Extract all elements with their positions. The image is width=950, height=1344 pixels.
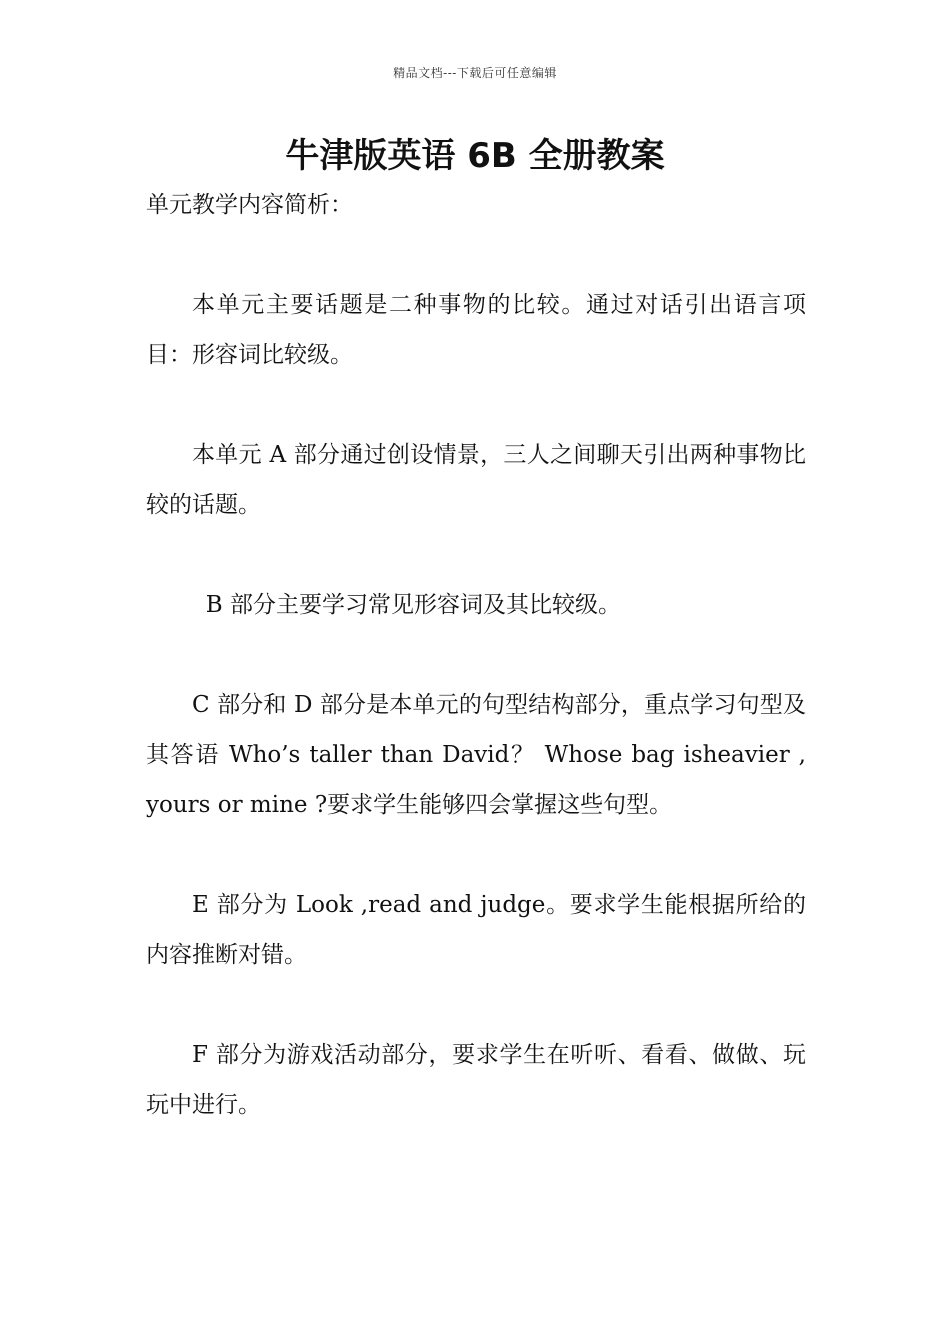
blank-line <box>146 980 806 1030</box>
section-subheading: 单元教学内容简析： <box>146 192 353 218</box>
blank-line <box>146 230 806 280</box>
blank-line <box>146 380 806 430</box>
document-body <box>146 180 806 1130</box>
blank-line <box>146 530 806 580</box>
page-header-note: 精品文档---下载后可任意编辑 <box>393 66 557 80</box>
paragraph-part-f: F 部分为游戏活动部分，要求学生在听听、看看、做做、玩玩中进行。 <box>146 1042 806 1118</box>
paragraph-part-c-d: C 部分和 D 部分是本单元的句型结构部分，重点学习句型及其答语 Who’s taller than David？ Whose bag isheavier , yours or mine ?要求学生能够四会掌握这些句型。 <box>146 692 806 818</box>
paragraph-topic-overview: 本单元主要话题是二种事物的比较。通过对话引出语言项目：形容词比较级。 <box>146 292 806 368</box>
blank-line <box>146 630 806 680</box>
blank-line <box>146 830 806 880</box>
paragraph-part-b: B 部分主要学习常见形容词及其比较级。 <box>205 592 622 618</box>
document-title: 牛津版英语 6B 全册教案 <box>285 136 665 176</box>
paragraph-part-e: E 部分为 Look ,read and judge。要求学生能根据所给的内容推断对错。 <box>146 892 806 968</box>
paragraph-part-a: 本单元 A 部分通过创设情景，三人之间聊天引出两种事物比较的话题。 <box>146 442 806 518</box>
